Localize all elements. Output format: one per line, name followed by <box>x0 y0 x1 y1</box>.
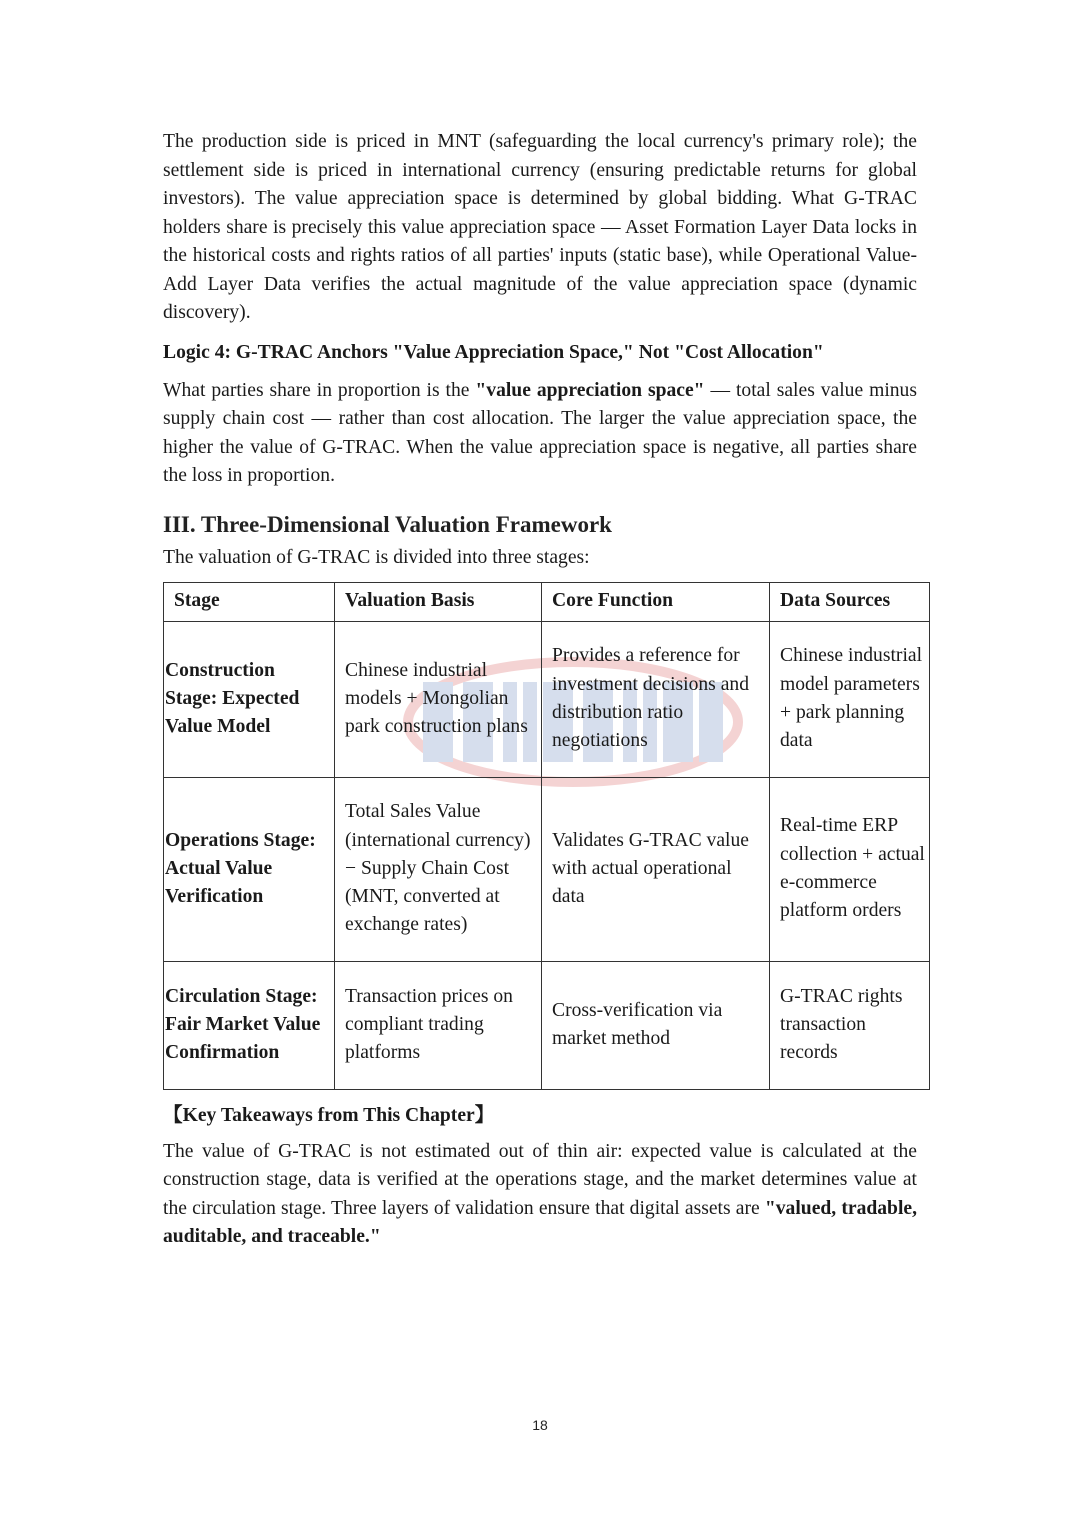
header-core-function: Core Function <box>542 582 770 621</box>
cell-stage: Circulation Stage: Fair Market Value Confirmation <box>164 961 335 1089</box>
valuation-table <box>163 582 930 1090</box>
cell-basis: Transaction prices on compliant trading platforms <box>335 961 542 1089</box>
logic4-heading: Logic 4: G-TRAC Anchors "Value Appreciation Space," Not "Cost Allocation" <box>163 341 824 363</box>
cell-sources: Real-time ERP collection + actual e-commerce platform orders <box>770 777 930 961</box>
logic4-paragraph <box>163 377 917 491</box>
section-heading: III. Three-Dimensional Valuation Framework <box>163 511 612 537</box>
intro-paragraph: The production side is priced in MNT (safeguarding the local currency's primary role); the settlement side is priced in international currency (ensuring predictable returns for global investors). The value appreciation space is determined by global bidding. What G-TRAC holders share is precisely this value appreciation space — Asset Formation Layer Data locks in the historical costs and rights ratios of all parties' inputs (static base), while Operational Value-Add Layer Data verifies the actual magnitude of the value appreciation space (dynamic discovery). <box>163 131 917 323</box>
cell-sources: G-TRAC rights transaction records <box>770 961 930 1089</box>
takeaways-paragraph <box>163 1138 917 1252</box>
cell-sources: Chinese industrial model parameters + park planning data <box>770 621 930 777</box>
cell-function: Cross-verification via market method <box>542 961 770 1089</box>
table-row <box>164 961 930 1089</box>
page-content <box>163 128 925 1252</box>
valuation-table-wrapper <box>163 582 929 1090</box>
cell-function: Provides a reference for investment decisions and distribution ratio negotiations <box>542 621 770 777</box>
logic4-text-after: — total sales value minus supply chain cost — rather than cost allocation. The larger the value appreciation space, the higher the value of G-TRAC. When the value appreciation space is negative, all parties share the loss in proportion. <box>163 379 917 486</box>
header-stage: Stage <box>164 582 335 621</box>
takeaways-bold-phrase: "valued, tradable, auditable, and traceable." <box>163 1197 917 1247</box>
logic4-text-before: What parties share in proportion is the <box>163 379 476 401</box>
logic4-bold-phrase: "value appreciation space" <box>475 379 705 401</box>
header-data-sources: Data Sources <box>770 582 930 621</box>
table-row <box>164 777 930 961</box>
table-row <box>164 621 930 777</box>
cell-function: Validates G-TRAC value with actual operational data <box>542 777 770 961</box>
cell-basis: Total Sales Value (international currency) − Supply Chain Cost (MNT, converted at exchange rates) <box>335 777 542 961</box>
header-valuation-basis: Valuation Basis <box>335 582 542 621</box>
table-header-row <box>164 582 930 621</box>
cell-stage: Operations Stage: Actual Value Verification <box>164 777 335 961</box>
cell-basis: Chinese industrial models + Mongolian park construction plans <box>335 621 542 777</box>
section-intro: The valuation of G-TRAC is divided into three stages: <box>163 546 590 568</box>
takeaways-heading: 【Key Takeaways from This Chapter】 <box>163 1104 495 1126</box>
page-number: 18 <box>532 1417 548 1433</box>
cell-stage: Construction Stage: Expected Value Model <box>164 621 335 777</box>
takeaways-text: The value of G-TRAC is not estimated out of thin air: expected value is calculated at the construction stage, data is verified at the operations stage, and the market determines value at the circulation stage. Three layers of validation ensure that digital assets are <box>163 1140 917 1219</box>
